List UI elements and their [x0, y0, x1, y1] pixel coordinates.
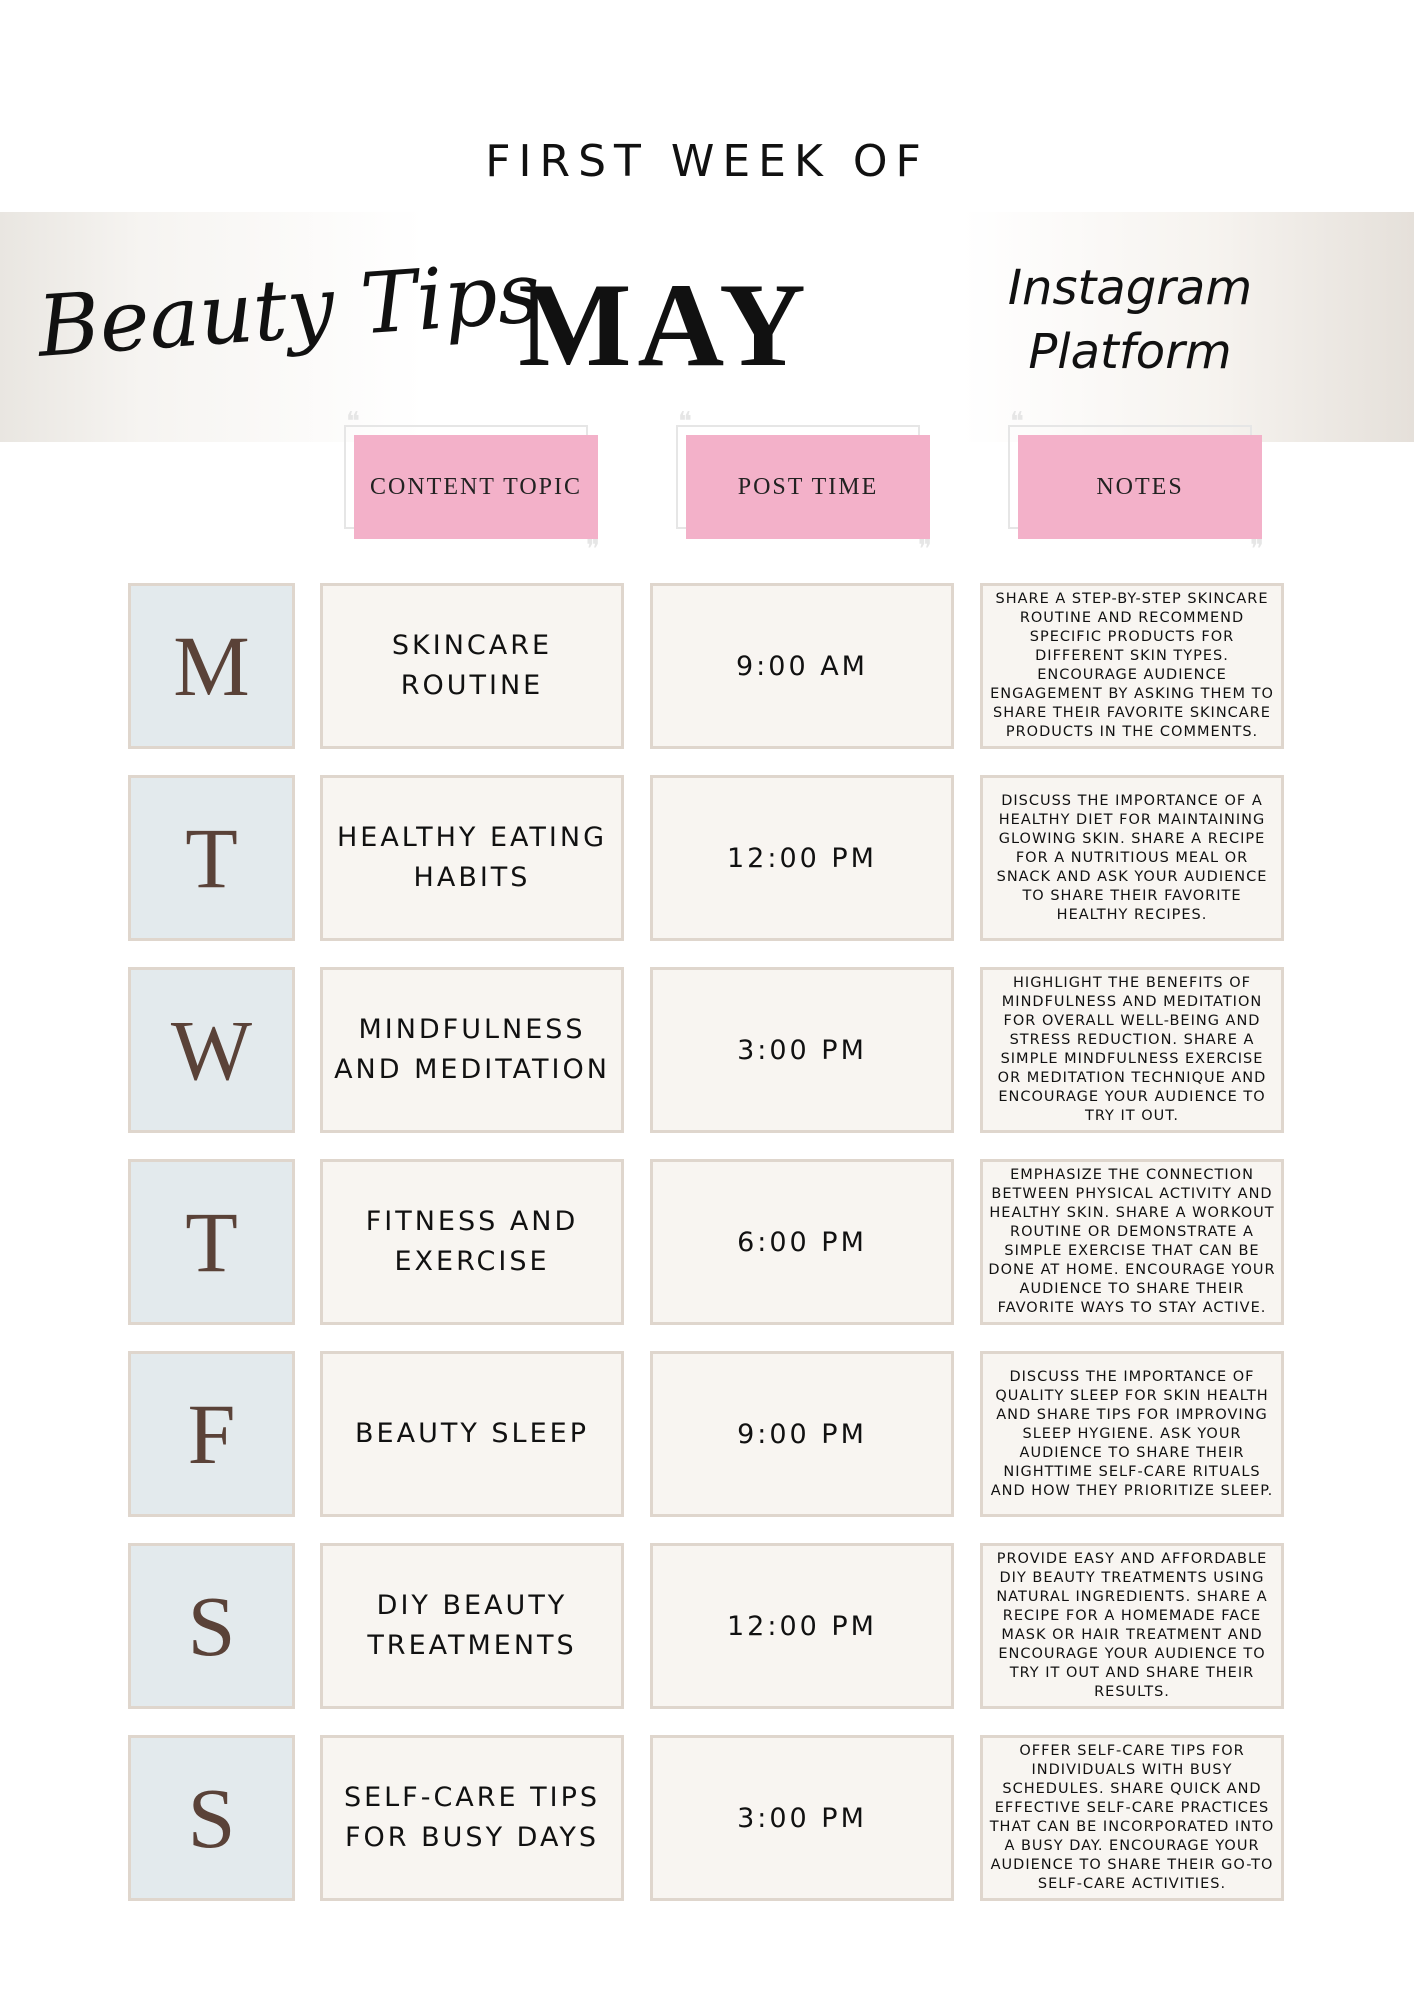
quote-open-icon: ❝: [1010, 407, 1024, 437]
column-header-time: [678, 407, 932, 565]
topic-cell: BEAUTY SLEEP: [320, 1351, 624, 1517]
time-cell: 3:00 PM: [650, 967, 954, 1133]
column-header-topic: [346, 407, 600, 565]
note-cell: PROVIDE EASY AND AFFORDABLE DIY BEAUTY TREATMENTS USING NATURAL INGREDIENTS. SHARE A RECIPE FOR A HOMEMADE FACE MASK OR HAIR TREATMENT AND ENCOURAGE YOUR AUDIENCE TO TRY IT OUT AND SHARE THEIR RESULTS.: [980, 1543, 1284, 1709]
quote-open-icon: ❝: [346, 407, 360, 437]
time-cell: 9:00 PM: [650, 1351, 954, 1517]
beauty-tips-script: Beauty Tips: [34, 243, 544, 376]
quote-close-icon: ❞: [918, 535, 932, 565]
column-header-notes-label: NOTES: [1096, 473, 1184, 500]
column-header-notes: [1010, 407, 1264, 565]
day-cell: W: [128, 967, 295, 1133]
quote-close-icon: ❞: [1250, 535, 1264, 565]
topic-cell: SKINCARE ROUTINE: [320, 583, 624, 749]
note-cell: SHARE A STEP-BY-STEP SKINCARE ROUTINE AND RECOMMEND SPECIFIC PRODUCTS FOR DIFFERENT SKIN TYPES. ENCOURAGE AUDIENCE ENGAGEMENT BY ASKING THEM TO SHARE THEIR FAVORITE SKINCARE PRODUCTS IN THE COMMENTS.: [980, 583, 1284, 749]
topic-cell: HEALTHY EATING HABITS: [320, 775, 624, 941]
time-cell: 3:00 PM: [650, 1735, 954, 1901]
time-cell: 12:00 PM: [650, 1543, 954, 1709]
time-cell: 9:00 AM: [650, 583, 954, 749]
note-cell: EMPHASIZE THE CONNECTION BETWEEN PHYSICAL ACTIVITY AND HEALTHY SKIN. SHARE A WORKOUT ROUTINE OR DEMONSTRATE A SIMPLE EXERCISE THAT CAN BE DONE AT HOME. ENCOURAGE YOUR AUDIENCE TO SHARE THEIR FAVORITE WAYS TO STAY ACTIVE.: [980, 1159, 1284, 1325]
column-header-topic-label: CONTENT TOPIC: [369, 473, 583, 500]
day-cell: S: [128, 1543, 295, 1709]
note-cell: DISCUSS THE IMPORTANCE OF QUALITY SLEEP FOR SKIN HEALTH AND SHARE TIPS FOR IMPROVING SLEEP HYGIENE. ASK YOUR AUDIENCE TO SHARE THEIR NIGHTTIME SELF-CARE RITUALS AND HOW THEY PRIORITIZE SLEEP.: [980, 1351, 1284, 1517]
quote-open-icon: ❝: [678, 407, 692, 437]
topic-cell: SELF-CARE TIPS FOR BUSY DAYS: [320, 1735, 624, 1901]
platform-line-1: Instagram: [1007, 260, 1253, 316]
column-header-time-label: POST TIME: [737, 473, 879, 500]
time-cell: 12:00 PM: [650, 775, 954, 941]
day-cell: F: [128, 1351, 295, 1517]
note-cell: HIGHLIGHT THE BENEFITS OF MINDFULNESS AND MEDITATION FOR OVERALL WELL-BEING AND STRESS REDUCTION. SHARE A SIMPLE MINDFULNESS EXERCISE OR MEDITATION TECHNIQUE AND ENCOURAGE YOUR AUDIENCE TO TRY IT OUT.: [980, 967, 1284, 1133]
page-title: FIRST WEEK OF: [485, 136, 929, 187]
note-cell: DISCUSS THE IMPORTANCE OF A HEALTHY DIET FOR MAINTAINING GLOWING SKIN. SHARE A RECIPE FOR A NUTRITIOUS MEAL OR SNACK AND ASK YOUR AUDIENCE TO SHARE THEIR FAVORITE HEALTHY RECIPES.: [980, 775, 1284, 941]
day-cell: T: [128, 775, 295, 941]
time-cell: 6:00 PM: [650, 1159, 954, 1325]
topic-cell: DIY BEAUTY TREATMENTS: [320, 1543, 624, 1709]
day-cell: S: [128, 1735, 295, 1901]
platform-line-2: Platform: [1028, 324, 1232, 380]
day-cell: M: [128, 583, 295, 749]
note-cell: OFFER SELF-CARE TIPS FOR INDIVIDUALS WITH BUSY SCHEDULES. SHARE QUICK AND EFFECTIVE SELF-CARE PRACTICES THAT CAN BE INCORPORATED INTO A BUSY DAY. ENCOURAGE YOUR AUDIENCE TO SHARE THEIR GO-TO SELF-CARE ACTIVITIES.: [980, 1735, 1284, 1901]
quote-close-icon: ❞: [586, 535, 600, 565]
platform-label: [965, 256, 1295, 384]
topic-cell: MINDFULNESS AND MEDITATION: [320, 967, 624, 1133]
topic-cell: FITNESS AND EXERCISE: [320, 1159, 624, 1325]
month-title: MAY: [518, 258, 812, 391]
day-cell: T: [128, 1159, 295, 1325]
